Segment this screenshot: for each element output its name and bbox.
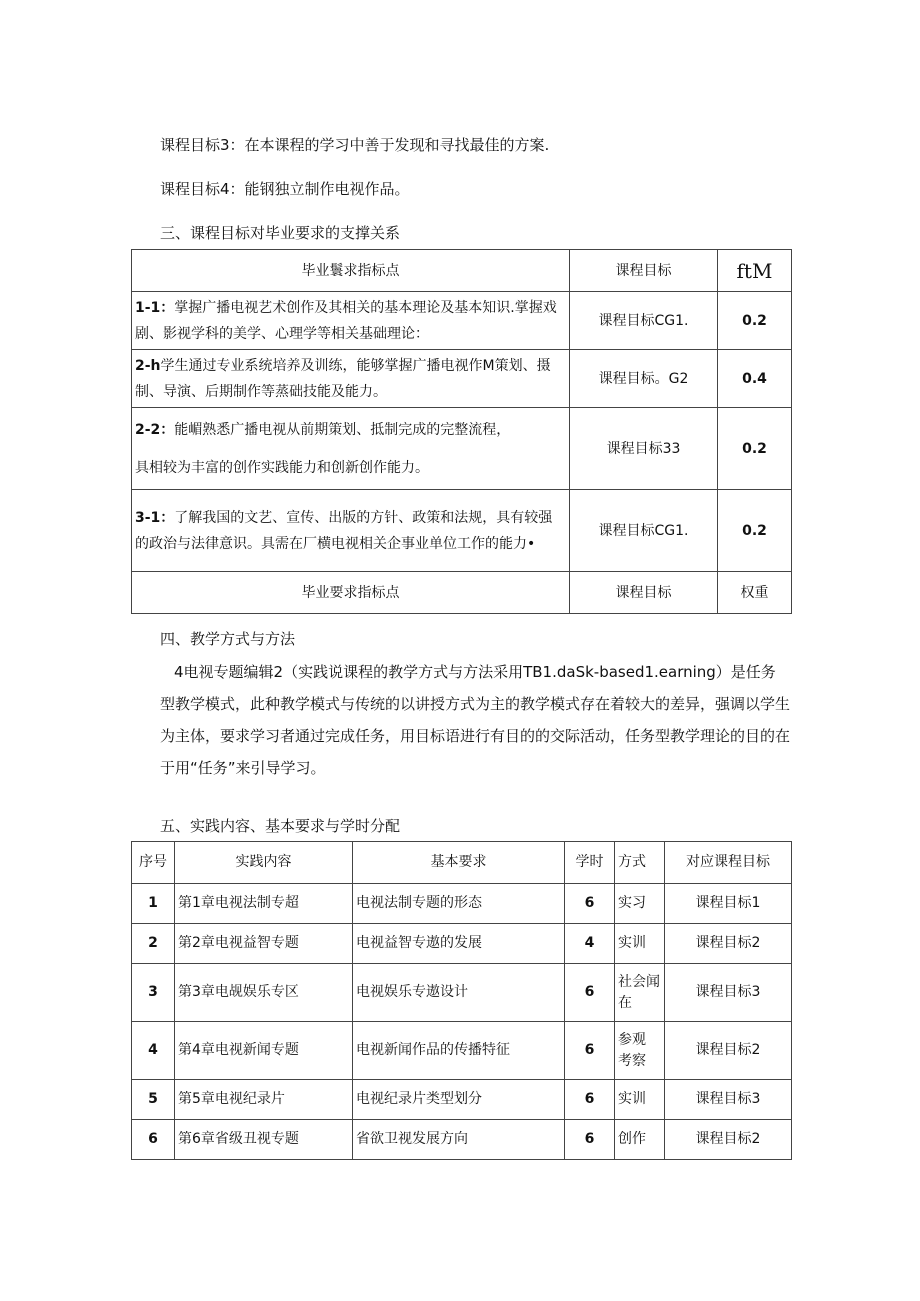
row-mode-line1: 参观 [618, 1031, 646, 1048]
row-requirement: 省欲卫视发展方向 [353, 1120, 565, 1160]
course-goal-cell: 课程目标33 [570, 408, 718, 490]
indicator-text: 掌握广播电视艺术创作及其相关的基本理论及基本知识.掌握戏剧、影视学科的美学、心理学等相关基础理论： [135, 299, 557, 342]
table-row [132, 292, 792, 350]
section4-heading: 四、教学方式与方法 [160, 630, 296, 648]
table-header-row [132, 250, 792, 292]
header-mode: 方式 [615, 842, 665, 884]
table-row [132, 408, 792, 490]
row-no: 3 [132, 964, 175, 1022]
row-hours: 4 [565, 924, 615, 964]
section5-heading: 五、实践内容、基本要求与学时分配 [160, 817, 401, 835]
row-content: 第1章电视法制专超 [175, 884, 353, 924]
header-goal: 对应课程目标 [665, 842, 792, 884]
indicator-code: 1-1： [135, 299, 175, 316]
row-no: 4 [132, 1022, 175, 1080]
row-mode-line2: 在 [618, 994, 632, 1011]
support-relation-table [131, 249, 792, 614]
row-hours: 6 [565, 1120, 615, 1160]
header-indicator-point: 毕业鬟求指标点 [132, 250, 570, 292]
row-goal: 课程目标2 [665, 1022, 792, 1080]
indicator-text: 学生通过专业系统培养及训练，能够掌握广播电视作M策划、摄制、导演、后期制作等蒸础技能及能力。 [135, 357, 551, 400]
row-mode: 实训 [615, 1080, 665, 1120]
header-course-goal: 课程目标 [570, 250, 718, 292]
row-content: 第4章电视新闻专题 [175, 1022, 353, 1080]
table-row [132, 350, 792, 408]
row-requirement: 电视娱乐专遨设计 [353, 964, 565, 1022]
course-goal-cell: 课程目标CG1. [570, 490, 718, 572]
row-mode: 实习 [615, 884, 665, 924]
row-requirement: 电视纪录片类型划分 [353, 1080, 565, 1120]
row-no: 2 [132, 924, 175, 964]
indicator-text: 能嵋熟悉广播电视从前期策划、抵制完成的完整流程， [174, 421, 511, 438]
course-goal-cell: 课程目标CG1. [570, 292, 718, 350]
indicator-text: 了解我国的文艺、宣传、出版的方针、政策和法规，具有较强的政治与法律意识。具需在厂横电视相关企事业单位工作的能力• [135, 509, 553, 552]
row-mode-line1: 社会闻 [618, 973, 660, 990]
table-row [132, 1022, 792, 1080]
row-no: 6 [132, 1120, 175, 1160]
weight-cell: 0.2 [718, 408, 792, 490]
row-mode-line2: 考察 [618, 1052, 646, 1069]
table-row [132, 1080, 792, 1120]
footer-course-goal: 课程目标 [570, 572, 718, 614]
table-header-row [132, 842, 792, 884]
row-content: 第3章电觇娱乐专区 [175, 964, 353, 1022]
row-hours: 6 [565, 1022, 615, 1080]
practice-content-table [131, 841, 792, 1160]
header-requirement: 基本要求 [353, 842, 565, 884]
footer-weight: 权重 [718, 572, 792, 614]
row-requirement: 电视新闻作品的传播特征 [353, 1022, 565, 1080]
row-requirement: 电视法制专题的形态 [353, 884, 565, 924]
course-goal-4: 课程目标4：能钢独立制作电视作品。 [160, 180, 410, 198]
header-hours: 学时 [565, 842, 615, 884]
row-no: 5 [132, 1080, 175, 1120]
header-weight: ftM [718, 250, 792, 292]
indicator-code: 2-2： [135, 421, 175, 438]
course-goal-cell: 课程目标。G2 [570, 350, 718, 408]
row-hours: 6 [565, 964, 615, 1022]
row-content: 第5章电视纪录片 [175, 1080, 353, 1120]
table-row [132, 964, 792, 1022]
row-goal: 课程目标2 [665, 1120, 792, 1160]
row-hours: 6 [565, 1080, 615, 1120]
row-goal: 课程目标1 [665, 884, 792, 924]
indicator-code: 3-1： [135, 509, 175, 526]
row-content: 第2章电视益智专题 [175, 924, 353, 964]
row-mode: 实训 [615, 924, 665, 964]
row-goal: 课程目标3 [665, 1080, 792, 1120]
row-no: 1 [132, 884, 175, 924]
footer-indicator-point: 毕业要求指标点 [132, 572, 570, 614]
course-goal-3: 课程目标3：在本课程的学习中善于发现和寻找最佳的方案. [160, 136, 550, 154]
section4-body: 4电视专题编辑2（实践说课程的教学方式与方法采用TB1.daSk-based1.earning）是任务型教学模式，此种教学模式与传统的以讲授方式为主的教学模式存在着较大的差异，强调以学生为主体，要求学习者通过完成任务，用目标语进行有目的的交际活动，任务型教学理论的目的在于用“任务”来引导学习。 [160, 663, 791, 777]
table-footer-row [132, 572, 792, 614]
header-no: 序号 [132, 842, 175, 884]
indicator-text-continued: 具相较为丰富的创作实践能力和创新创作能力。 [135, 459, 429, 476]
row-requirement: 电视益智专遨的发展 [353, 924, 565, 964]
indicator-code: 2-h [135, 357, 161, 374]
row-goal: 课程目标2 [665, 924, 792, 964]
row-goal: 课程目标3 [665, 964, 792, 1022]
row-hours: 6 [565, 884, 615, 924]
row-mode: 创作 [615, 1120, 665, 1160]
table-row [132, 884, 792, 924]
weight-cell: 0.2 [718, 490, 792, 572]
table-row [132, 924, 792, 964]
weight-cell: 0.2 [718, 292, 792, 350]
row-content: 第6章省级丑视专题 [175, 1120, 353, 1160]
weight-cell: 0.4 [718, 350, 792, 408]
table-row [132, 1120, 792, 1160]
section3-heading: 三、课程目标对毕业要求的支撑关系 [160, 224, 401, 242]
header-content: 实践内容 [175, 842, 353, 884]
table-row [132, 490, 792, 572]
